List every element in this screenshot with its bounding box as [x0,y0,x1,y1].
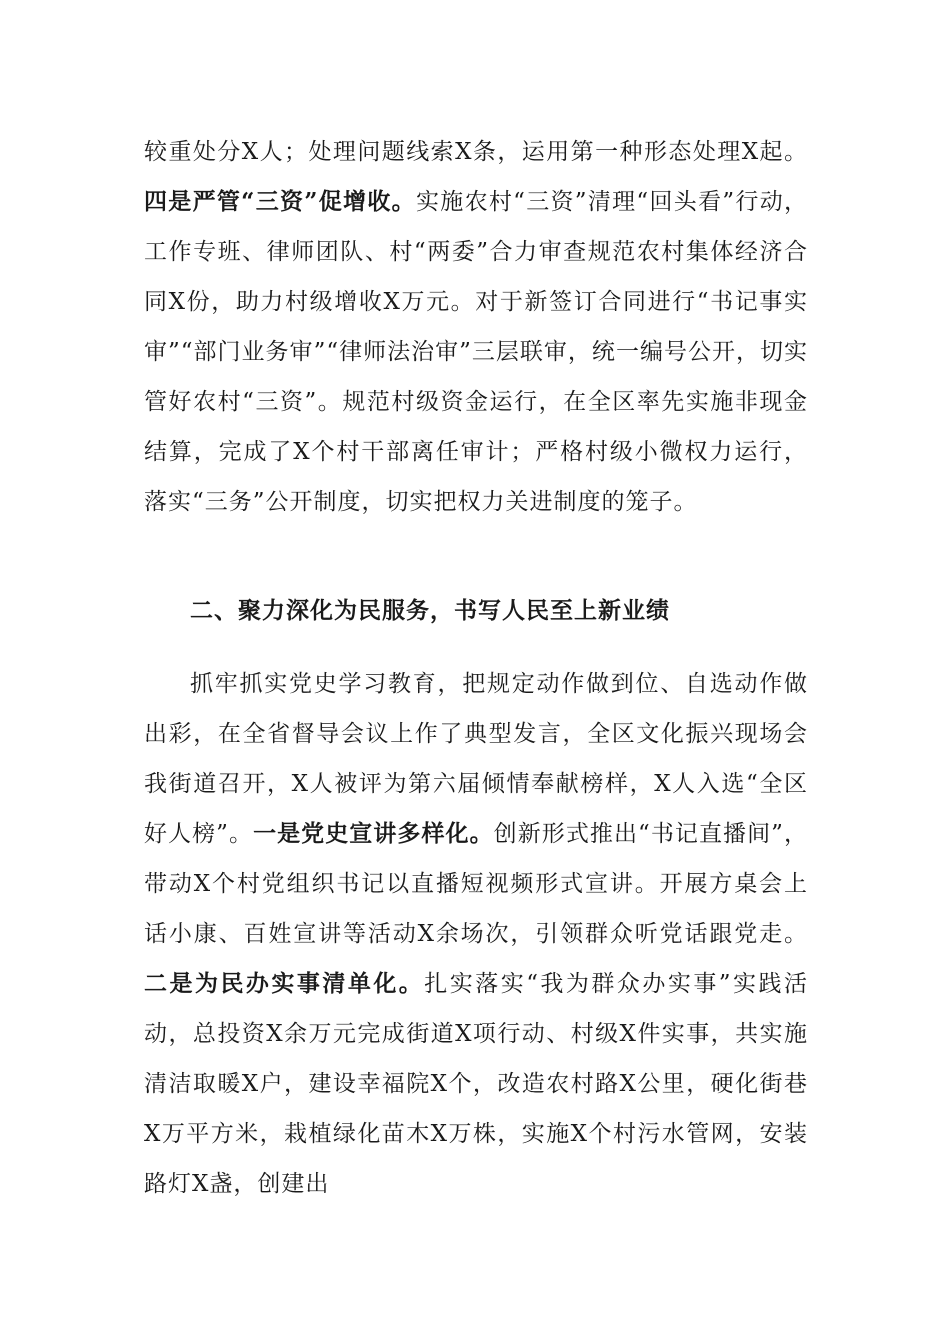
sentence-text: 创新形式推出“书记直播间”，带动X个村党组织书记以直播短视频形式宣讲。开展方桌会上话小康、百姓宣讲等活动X余场次，引领群众听党话跟党走。 [144,821,808,947]
paragraph [144,659,808,1209]
paragraph-section-2 [144,659,808,1209]
sentence-text: 抓牢抓实党史学习教育，把规定动作做到位、自选动作做出彩，在全省督导会议上作了典型发言，全区文化振兴现场会我街道召开，X人被评为第六届倾情奉献榜样，X人入选“全区好人榜”。 [144,671,808,847]
sentence-text: 较重处分X人；处理问题线索X条，运用第一种形态处理X起。 [144,139,808,165]
sentence-text: 实施农村“三资”清理“回头看”行动，工作专班、律师团队、村“两委”合力审查规范农村集体经济合同X份，助力村级增收X万元。对于新签订合同进行“书记事实审”“部门业务审”“律师法治审”三层联审，统一编号公开，切实管好农村“三资”。规范村级资金运行，在全区率先实施非现金结算，完成了X个村干部离任审计；严格村级小微权力运行，落实“三务”公开制度，切实把权力关进制度的笼子。 [144,189,808,515]
section-heading: 二、聚力深化为民服务，书写人民至上新业绩 [190,597,670,624]
sentence-text: 扎实落实“我为群众办实事”实践活动，总投资X余万元完成街道X项行动、村级X件实事，共实施清洁取暖X户，建设幸福院X个，改造农村路X公里，硬化街巷X万平方米，栽植绿化苗木X万株，实施X个村污水管网，安装路灯X盏，创建出 [144,971,808,1197]
bold-subheading: 一是党史宣讲多样化。 [253,820,494,847]
bold-subheading: 二是为民办实事清单化。 [144,970,425,997]
paragraph [144,127,808,527]
paragraph-continuation [144,127,808,527]
bold-subheading: 四是严管“三资”促增收。 [144,188,416,215]
